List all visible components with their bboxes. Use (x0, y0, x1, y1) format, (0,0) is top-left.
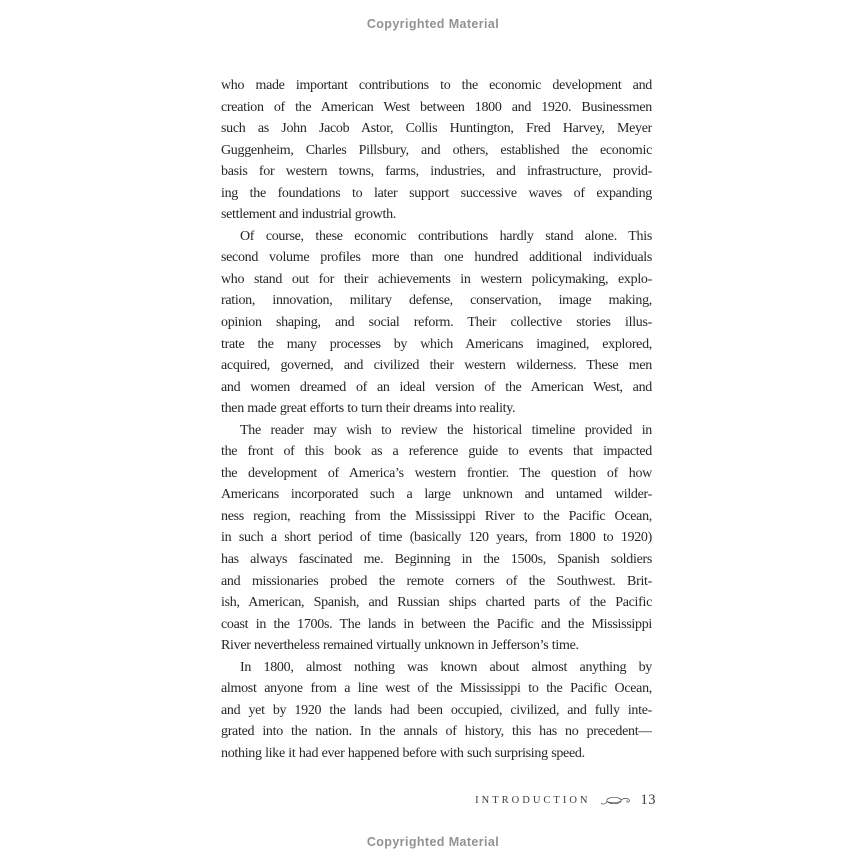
copyright-notice-top: Copyrighted Material (366, 17, 500, 31)
text-line: has always fascinated me. Beginning in the 1500s, Spanish soldiers (221, 552, 652, 568)
text-line: and missionaries probed the remote corners of the Southwest. Brit- (221, 573, 652, 589)
text-line: the development of America’s western frontier. The question of how (221, 465, 652, 481)
text-line: ness region, reaching from the Mississippi River to the Pacific Ocean, (221, 508, 652, 524)
text-line: ration, innovation, military defense, conservation, image making, (221, 293, 652, 309)
text-line: ing the foundations to later support successive waves of expanding (221, 185, 652, 201)
paragraph (221, 420, 652, 657)
text-line: creation of the American West between 1800 and 1920. Businessmen (221, 99, 652, 115)
text-line: acquired, governed, and civilized their western wilderness. These men (221, 358, 652, 374)
text-line: who made important contributions to the economic development and (221, 78, 652, 93)
running-footer (221, 790, 656, 810)
text-line: coast in the 1700s. The lands in between the Pacific and the Mississippi (221, 616, 652, 632)
footer-section-label: INTRODUCTION (475, 794, 591, 806)
text-line: In 1800, almost nothing was known about almost anything by (240, 659, 652, 675)
text-line: almost anyone from a line west of the Mississippi to the Pacific Ocean, (221, 681, 652, 697)
text-line: grated into the nation. In the annals of history, this has no precedent— (221, 724, 652, 740)
text-line: The reader may wish to review the historical timeline provided in (240, 422, 652, 438)
text-line: in such a short period of time (basically 120 years, from 1800 to 1920) (221, 530, 652, 546)
paragraph (221, 657, 652, 765)
text-line: Of course, these economic contributions hardly stand alone. This (240, 228, 652, 244)
text-line: who stand out for their achievements in western policymaking, explo- (221, 271, 652, 287)
text-line: and yet by 1920 the lands had been occupied, civilized, and fully inte- (221, 702, 652, 718)
text-line: opinion shaping, and social reform. Their collective stories illus- (221, 315, 652, 331)
body-text (221, 75, 652, 765)
text-line: basis for western towns, farms, industries, and infrastructure, provid- (221, 164, 652, 180)
text-line: the front of this book as a reference guide to events that impacted (221, 444, 652, 460)
copyright-notice-bottom: Copyrighted Material (366, 835, 500, 849)
text-line: settlement and industrial growth. (221, 207, 396, 223)
text-line: Americans incorporated such a large unknown and untamed wilder- (221, 487, 652, 503)
text-line: ish, American, Spanish, and Russian ships charted parts of the Pacific (221, 595, 652, 611)
text-line: then made great efforts to turn their dreams into reality. (221, 401, 516, 417)
page-number: 13 (640, 791, 656, 808)
paragraph (221, 75, 652, 226)
text-line: second volume profiles more than one hundred additional individuals (221, 250, 652, 266)
text-line: and women dreamed of an ideal version of the American West, and (221, 379, 652, 395)
text-line: Guggenheim, Charles Pillsbury, and others, established the economic (221, 142, 652, 158)
text-line: nothing like it had ever happened before with such surprising speed. (221, 745, 585, 761)
swash-flourish-icon (600, 794, 632, 807)
text-line: trate the many processes by which Americans imagined, explored, (221, 336, 652, 352)
text-line: River nevertheless remained virtually unknown in Jefferson’s time. (221, 638, 579, 654)
paragraph (221, 226, 652, 420)
text-line: such as John Jacob Astor, Collis Huntington, Fred Harvey, Meyer (221, 121, 652, 137)
